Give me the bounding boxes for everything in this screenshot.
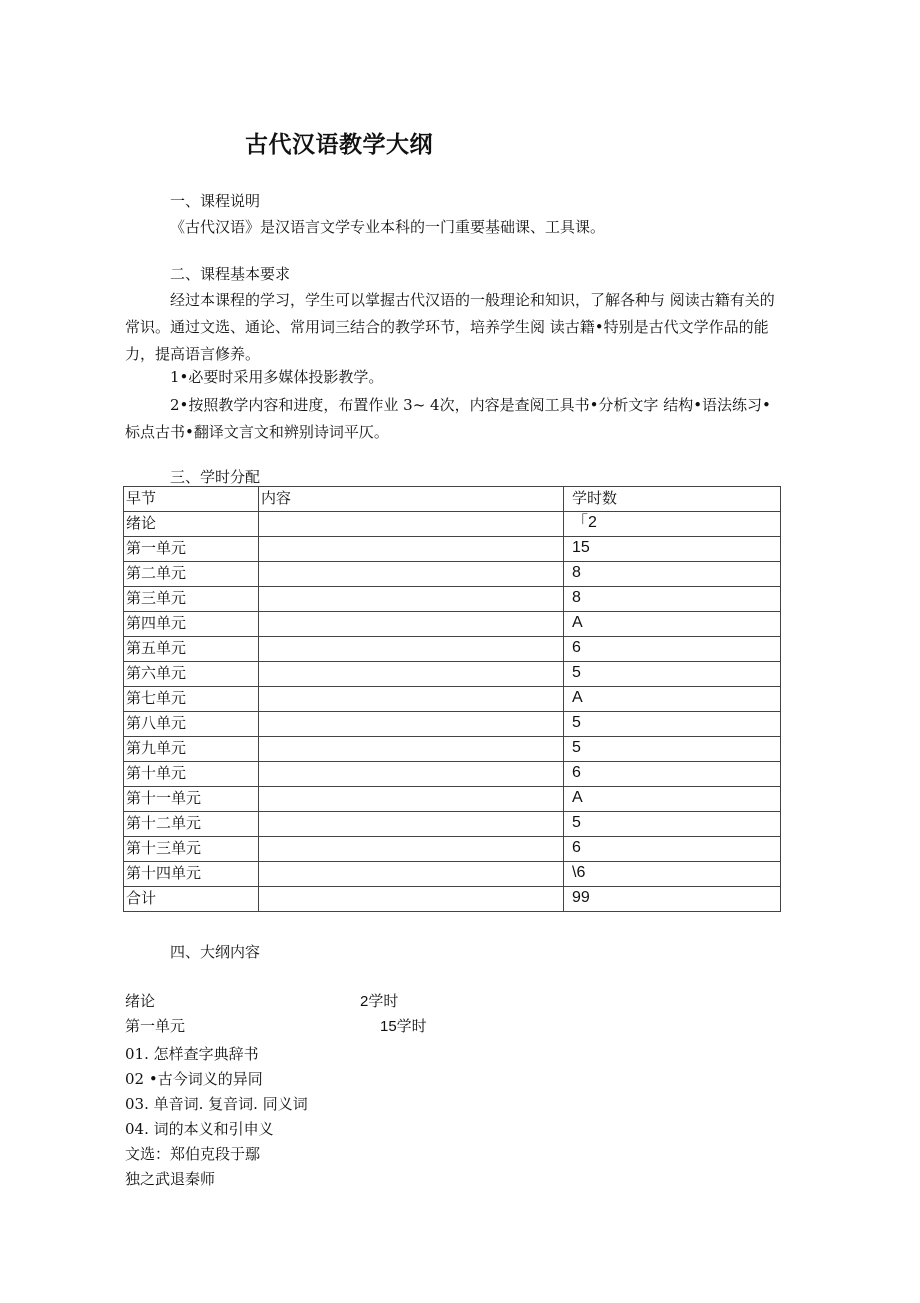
section3-heading: 三、学时分配 <box>170 468 261 486</box>
table-row <box>124 512 781 537</box>
intro-hours: 2学时 <box>360 993 399 1010</box>
cell-hours: A <box>564 687 781 712</box>
outline-item: 01. 怎样查字典辞书 <box>125 1045 259 1063</box>
table-row <box>124 637 781 662</box>
cell-chapter: 第十三单元 <box>124 837 259 862</box>
section4-heading: 四、大纲内容 <box>170 943 261 961</box>
intro-label: 绪论 <box>125 992 156 1010</box>
header-chapter: 早节 <box>124 487 259 512</box>
cell-chapter: 第二单元 <box>124 562 259 587</box>
cell-hours: 5 <box>564 737 781 762</box>
cell-content <box>259 662 564 687</box>
cell-hours: A <box>564 787 781 812</box>
cell-chapter: 第十二单元 <box>124 812 259 837</box>
cell-chapter: 第七单元 <box>124 687 259 712</box>
table-row <box>124 837 781 862</box>
outline-item: 04. 词的本义和引申义 <box>125 1120 274 1138</box>
table-row <box>124 737 781 762</box>
cell-chapter: 第一单元 <box>124 537 259 562</box>
section2-item2: 2•按照教学内容和进度，布置作业 3~ 4次，内容是查阅工具书•分析文字 结构•语法练习•标点古书•翻译文言文和辨别诗词平仄。 <box>125 396 771 441</box>
cell-content <box>259 762 564 787</box>
cell-hours: 6 <box>564 762 781 787</box>
cell-content <box>259 537 564 562</box>
cell-hours: 6 <box>564 637 781 662</box>
hours-table <box>123 486 781 912</box>
cell-hours: \6 <box>564 862 781 887</box>
unit1-hours: 15学时 <box>380 1018 427 1035</box>
cell-hours: A <box>564 612 781 637</box>
cell-hours: 5 <box>564 812 781 837</box>
cell-hours: 6 <box>564 837 781 862</box>
cell-chapter: 第三单元 <box>124 587 259 612</box>
table-row <box>124 762 781 787</box>
table-row <box>124 612 781 637</box>
cell-hours: 8 <box>564 587 781 612</box>
cell-content <box>259 687 564 712</box>
cell-hours: 99 <box>564 887 781 912</box>
table-row <box>124 537 781 562</box>
cell-content <box>259 812 564 837</box>
cell-hours: 5 <box>564 662 781 687</box>
cell-content <box>259 737 564 762</box>
outline-item: 独之武退秦师 <box>125 1170 216 1188</box>
table-header-row <box>124 487 781 512</box>
section2-item1: 1•必要时采用多媒体投影教学。 <box>170 368 384 386</box>
cell-chapter: 第十单元 <box>124 762 259 787</box>
cell-content <box>259 837 564 862</box>
header-content: 内容 <box>259 487 564 512</box>
outline-item: 文选：郑伯克段于鄢 <box>125 1145 261 1163</box>
table-row <box>124 587 781 612</box>
cell-chapter: 合计 <box>124 887 259 912</box>
cell-content <box>259 887 564 912</box>
cell-hours: 「2 <box>564 512 781 537</box>
cell-chapter: 绪论 <box>124 512 259 537</box>
table-total-row <box>124 887 781 912</box>
cell-chapter: 第十一单元 <box>124 787 259 812</box>
cell-content <box>259 637 564 662</box>
table-row <box>124 712 781 737</box>
unit1-label: 第一单元 <box>125 1017 186 1035</box>
cell-chapter: 第八单元 <box>124 712 259 737</box>
section1-text: 《古代汉语》是汉语言文学专业本科的一门重要基础课、工具课。 <box>170 218 606 236</box>
cell-chapter: 第六单元 <box>124 662 259 687</box>
table-row <box>124 862 781 887</box>
cell-hours: 8 <box>564 562 781 587</box>
cell-content <box>259 787 564 812</box>
table-row <box>124 687 781 712</box>
cell-chapter: 第四单元 <box>124 612 259 637</box>
header-hours: 学时数 <box>564 487 781 512</box>
page-title: 古代汉语教学大纲 <box>245 132 433 158</box>
cell-content <box>259 862 564 887</box>
cell-content <box>259 512 564 537</box>
cell-content <box>259 587 564 612</box>
table-row <box>124 812 781 837</box>
table-row <box>124 787 781 812</box>
cell-content <box>259 562 564 587</box>
cell-content <box>259 712 564 737</box>
section1-heading: 一、课程说明 <box>170 192 261 210</box>
cell-hours: 5 <box>564 712 781 737</box>
outline-item: 03. 单音词. 复音词. 同义词 <box>125 1095 308 1113</box>
table-row <box>124 662 781 687</box>
table-row <box>124 562 781 587</box>
cell-content <box>259 612 564 637</box>
cell-hours: 15 <box>564 537 781 562</box>
section2-paragraph: 经过本课程的学习，学生可以掌握古代汉语的一般理论和知识，了解各种与 阅读古籍有关的常识。通过文选、通论、常用词三结合的教学环节，培养学生阅 读古籍•特别是古代文学作品的能力，提高语言修养。 <box>125 291 775 363</box>
outline-item: 02 •古今词义的异同 <box>125 1070 263 1088</box>
cell-chapter: 第十四单元 <box>124 862 259 887</box>
cell-chapter: 第五单元 <box>124 637 259 662</box>
section2-heading: 二、课程基本要求 <box>170 265 291 283</box>
cell-chapter: 第九单元 <box>124 737 259 762</box>
